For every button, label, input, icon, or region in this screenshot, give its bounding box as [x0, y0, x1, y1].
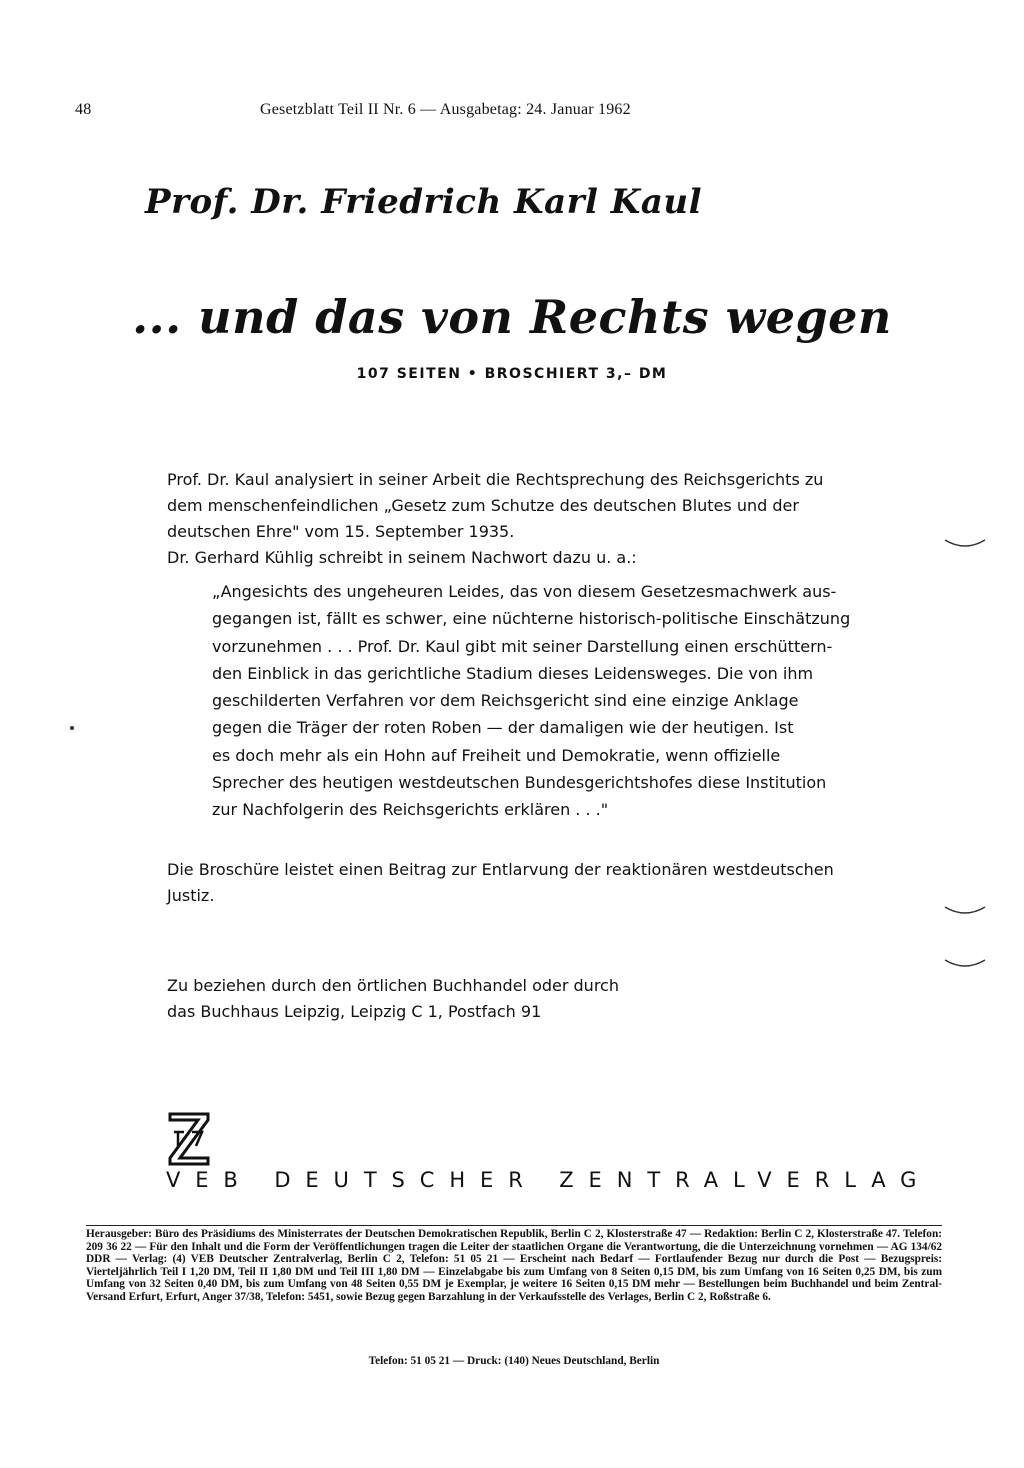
intro-line: deutschen Ehre" vom 15. September 1935. — [167, 522, 515, 541]
advert-quote — [212, 578, 856, 824]
imprint-last-line: Telefon: 51 05 21 — Druck: (140) Neues Deutschland, Berlin — [368, 1355, 660, 1367]
quote-line: vorzunehmen . . . Prof. Dr. Kaul gibt mit seiner Darstellung einen erschüttern- — [212, 636, 833, 656]
quote-line: geschilderten Verfahren vor dem Reichsgericht sind eine einzige Anklage — [212, 691, 799, 711]
quote-line: Sprecher des heutigen westdeutschen Bundesgerichtshofes diese Institution — [212, 773, 827, 793]
publisher-name: VEB DEUTSCHER ZENTRALVERLAG — [166, 1168, 932, 1192]
order-line: Zu beziehen durch den örtlichen Buchhandel oder durch — [167, 976, 619, 995]
advert-order-info — [167, 973, 857, 1025]
margin-dot — [70, 726, 74, 730]
quote-line: gegangen ist, fällt es schwer, eine nüchterne historisch-politische Einschätzung — [212, 609, 851, 629]
advert-book-info: 107 SEITEN • BROSCHIERT 3,– DM — [356, 366, 668, 382]
quote-line: gegen die Träger der roten Roben — der damaligen wie der heutigen. Ist — [212, 718, 794, 738]
intro-line: Prof. Dr. Kaul analysiert in seiner Arbeit die Rechtsprechung des Reichsgerichts zu — [167, 470, 824, 489]
quote-line: zur Nachfolgerin des Reichsgerichts erklären . . ." — [212, 800, 609, 820]
margin-mark — [945, 960, 985, 966]
gazette-header-title: Gesetzblatt Teil II Nr. 6 — Ausgabetag: 24. Januar 1962 — [260, 101, 631, 118]
quote-line: es doch mehr als ein Hohn auf Freiheit und Demokratie, wenn offizielle — [212, 745, 781, 765]
imprint-divider — [86, 1225, 942, 1226]
nachwort-line: Dr. Gerhard Kühlig schreibt in seinem Nachwort dazu u. a.: — [167, 548, 637, 567]
intro-line: dem menschenfeindlichen „Gesetz zum Schutze des deutschen Blutes und der — [167, 496, 799, 515]
advert-intro-paragraph — [167, 467, 857, 571]
publisher-logo-icon — [166, 1110, 212, 1168]
quote-line: „Angesichts des ungeheuren Leides, das von diesem Gesetzesmachwerk aus- — [212, 582, 837, 601]
conclusion-line: Die Broschüre leistet einen Beitrag zur Entlarvung der reaktionären westdeutschen — [167, 860, 834, 879]
conclusion-line: Justiz. — [167, 886, 215, 905]
order-line: das Buchhaus Leipzig, Leipzig C 1, Postfach 91 — [167, 1002, 542, 1021]
page-number: 48 — [75, 101, 92, 118]
imprint-text: Herausgeber: Büro des Präsidiums des Ministerrates der Deutschen Demokratischen Republik, Berlin C 2, Klosterstraße 47 — Redaktion: Berlin C 2, Klosterstraße 47. Telefon: 209 36 22 — Für den Inhalt und die Form der Veröffentlichungen tragen die Leiter der staatlichen Organe die Verantwortung, die die Unterzeichnung vornehmen — AG 134/62 DDR — Verlag: (4) VEB Deutscher Zentralverlag, Berlin C 2, Telefon: 51 05 21 — Erscheint nach Bedarf — Fortlaufender Bezug nur durch die Post — Bezugspreis: Vierteljährlich Teil I 1,20 DM, Teil II 1,80 DM und Teil III 1,80 DM — Einzelabgabe bis zum Umfang von 8 Seiten 0,15 DM, bis zum Umfang von 16 Seiten 0,25 DM, bis zum Umfang von 32 Seiten 0,40 DM, bis zum Umfang von 48 Seiten 0,55 DM je Exemplar, je weitere 16 Seiten 0,15 DM mehr — Bestellungen beim Buchhandel und beim Zentral-Versand Erfurt, Erfurt, Anger 37/38, Telefon: 5451, sowie Bezug gegen Barzahlung in der Verkaufsstelle des Verlages, Berlin C 2, Roßstraße 6. — [86, 1228, 942, 1303]
advert-author: Prof. Dr. Friedrich Karl Kaul — [145, 182, 703, 222]
advert-book-title: ... und das von Rechts wegen — [132, 290, 892, 344]
advert-conclusion — [167, 857, 857, 909]
margin-mark — [945, 907, 985, 913]
margin-mark — [945, 540, 985, 546]
quote-line: den Einblick in das gerichtliche Stadium dieses Leidensweges. Die von ihm — [212, 663, 814, 683]
